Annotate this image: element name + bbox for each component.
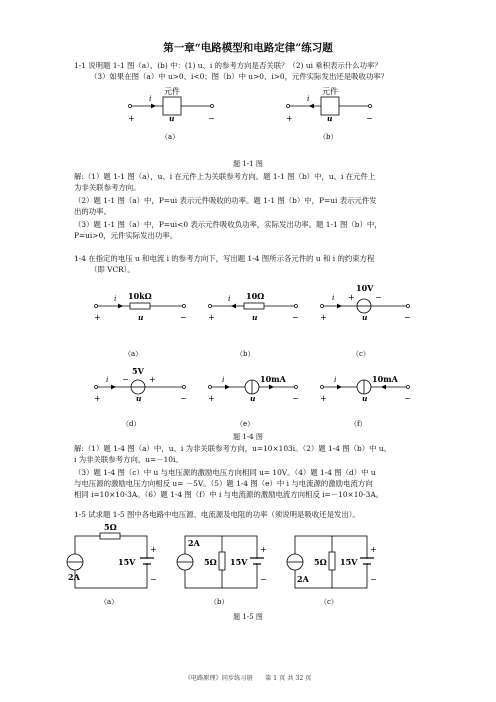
element-label: 元件 — [322, 87, 338, 96]
fig15-a — [60, 522, 180, 612]
voltage-label: u — [250, 394, 256, 403]
sol14-line4: 与电压源的激励电压方向相反 u= －5V。（5）题 1-4 图（e）中 i 与电流源的激励电流方向 — [74, 479, 373, 488]
resistor-label: 5Ω — [104, 522, 117, 532]
resistor-label: 5Ω — [314, 557, 327, 567]
terminal — [295, 386, 298, 389]
fig14-c — [312, 276, 422, 356]
voltage-label: 15V — [340, 557, 358, 567]
minus-sign: − — [404, 394, 411, 403]
plus-sign: + — [128, 114, 135, 123]
voltage-label: u — [362, 394, 368, 403]
voltage-label: u — [327, 114, 333, 123]
current-label: i — [222, 375, 225, 384]
q14-line1: 1-4 在指定的电压 u 和电流 i 的参考方向下，写出题 1-4 图所示各元件的 u 和 i 的约束方程 — [74, 254, 375, 263]
fig14-d — [86, 362, 196, 442]
current-arrow — [225, 385, 230, 390]
plus-sign: + — [286, 114, 293, 123]
source-label: 2A — [297, 574, 309, 584]
sol14-line5: 相同 i=10×10-3A。（6）题 1-4 图（f）中 i 与电流源的激励电流方向相反 i=－10×10-3A。 — [74, 490, 384, 499]
element-box — [321, 97, 339, 115]
resistor-label: 10Ω — [246, 291, 265, 301]
q11-line1: 1-1 说明题 1-1 图（a）、(b) 中：(1) u、i 的参考方向是否关联？（2) ui 乘积表示什么功率？ — [74, 61, 382, 70]
source-label: 5V — [132, 366, 144, 376]
minus-sign: − — [260, 575, 267, 584]
terminal — [95, 305, 98, 308]
caption-f: （f） — [350, 420, 367, 428]
sol14-line2: i 为非关联参考方向，u=－10i。 — [74, 455, 183, 464]
resistor-label: 10kΩ — [128, 291, 152, 301]
plus-sign: + — [208, 313, 215, 322]
q14-line2: （即 VCR）。 — [90, 265, 135, 274]
terminal — [407, 305, 410, 308]
source-arrow — [269, 385, 274, 390]
fig15-b — [170, 522, 290, 612]
fig14-f — [312, 362, 422, 442]
source-label: 10mA — [260, 374, 286, 384]
page-title: 第一章“电路模型和电路定律”练习题 — [163, 42, 333, 54]
source-label: 2A — [68, 572, 80, 582]
terminal — [369, 105, 372, 108]
current-label: i — [334, 375, 337, 384]
caption-e: （e） — [236, 420, 255, 428]
fig11-caption: 题 1-1 图 — [233, 160, 263, 168]
sol11-line4: 出的功率。 — [74, 207, 111, 216]
terminal — [95, 386, 98, 389]
minus-sign: − — [366, 114, 373, 123]
voltage-label: u — [362, 313, 368, 322]
terminal — [407, 386, 410, 389]
terminal — [287, 105, 290, 108]
current-arrow — [309, 104, 314, 109]
fig14-e — [200, 362, 310, 442]
q11-line2: （3）如果在图（a）中 u>0、i<0；图（b）中 u>0、i>0，元件实际发出还是吸收功率？ — [90, 72, 389, 81]
source-plus: + — [149, 375, 156, 384]
caption-a: （a） — [161, 133, 180, 141]
voltage-label: u — [138, 313, 144, 322]
caption-b: （b） — [210, 598, 229, 606]
current-arrow — [337, 304, 342, 309]
minus-sign: − — [292, 313, 299, 322]
sol14-line3: （3）题 1-4 图（c）中 u 与电压源的激励电压方向相同 u= 10V。（4）题 1-4 图（d）中 u — [74, 468, 376, 477]
terminal — [211, 105, 214, 108]
caption-d: （d） — [122, 420, 141, 428]
terminal — [209, 305, 212, 308]
fig15-caption: 题 1-5 图 — [233, 613, 263, 621]
element-label: 元件 — [164, 87, 180, 96]
minus-sign: − — [180, 313, 187, 322]
sol11-line5: （3）题 1-1 图（a）中，P=ui<0 表示元件吸收负功率，实际发出功率。题 1-1 图（b）中， — [74, 220, 382, 229]
source-arrow — [381, 385, 386, 390]
plus-sign: + — [320, 394, 327, 403]
voltage-label: u — [136, 394, 142, 403]
resistor — [244, 303, 264, 309]
source-plus: + — [348, 293, 355, 302]
fig11-a — [120, 83, 220, 153]
caption-b: （b） — [319, 133, 338, 141]
resistor-label: 5Ω — [204, 557, 217, 567]
minus-sign: − — [150, 575, 157, 584]
resistor — [130, 303, 150, 309]
minus-sign: − — [370, 575, 377, 584]
current-arrow — [337, 385, 342, 390]
voltage-label: u — [252, 313, 258, 322]
resistor — [329, 552, 335, 570]
terminal — [321, 305, 324, 308]
caption-a: （a） — [100, 598, 119, 606]
minus-sign: − — [404, 313, 411, 322]
plus-sign: + — [94, 313, 101, 322]
minus-sign: − — [180, 394, 187, 403]
sol11-line2: 为非关联参考方向。 — [74, 183, 141, 192]
current-arrow — [231, 304, 236, 309]
plus-sign: + — [208, 394, 215, 403]
plus-sign: + — [94, 394, 101, 403]
fig14-caption: 题 1-4 图 — [233, 433, 263, 441]
caption-c: （c） — [352, 350, 370, 358]
fig14-a — [86, 276, 196, 356]
terminal — [295, 305, 298, 308]
current-arrow — [111, 385, 116, 390]
plus-sign: + — [320, 313, 327, 322]
q15-line1: 1-5 试求题 1-5 图中各电路中电压源、电流源及电阻的功率（须说明是吸收还是发出）。 — [74, 510, 360, 519]
terminal — [209, 386, 212, 389]
current-arrow — [118, 304, 123, 309]
plus-sign: + — [150, 545, 157, 554]
voltage-label: u — [169, 114, 175, 123]
fig14-b — [200, 276, 310, 356]
minus-sign: − — [208, 114, 215, 123]
resistor — [219, 552, 225, 570]
minus-sign: − — [292, 394, 299, 403]
current-label: i — [228, 294, 231, 303]
page-footer: 《电路原理》同步练习册 第 1 页 共 32 页 — [184, 675, 312, 682]
caption-a: （a） — [124, 350, 143, 358]
caption-c: （c） — [320, 598, 338, 606]
current-label: i — [149, 94, 152, 103]
element-box — [163, 97, 181, 115]
resistor — [100, 533, 120, 539]
source-label: 10mA — [372, 374, 398, 384]
fig15-c — [280, 522, 400, 612]
voltage-label: 15V — [230, 557, 248, 567]
source-minus: − — [375, 293, 382, 302]
sol14-line1: 解:（1）题 1-4 图（a）中，u、i 为非关联参考方向，u=10×103i。（2）题 1-4 图（b）中 u、 — [74, 444, 392, 453]
plus-sign: + — [260, 545, 267, 554]
current-label: i — [307, 94, 310, 103]
sol11-line3: （2）题 1-1 图（a）中，P=ui 表示元件吸收的功率。题 1-1 图（b）中，P=ui 表示元件发 — [74, 196, 377, 205]
current-label: i — [332, 293, 335, 302]
terminal — [183, 305, 186, 308]
sol11-line6: P=ui>0，元件实际发出功率。 — [74, 231, 178, 240]
plus-sign: + — [370, 545, 377, 554]
current-arrow — [151, 104, 156, 109]
terminal — [321, 386, 324, 389]
source-label: 2A — [188, 538, 200, 548]
terminal — [183, 386, 186, 389]
source-label: 10V — [356, 283, 374, 293]
current-label: i — [114, 294, 117, 303]
voltage-label: 15V — [118, 557, 136, 567]
sol11-line1: 解:（1）题 1-1 图（a），u、i 在元件上为关联参考方向。题 1-1 图（b）中，u、i 在元件上 — [74, 172, 376, 181]
fig11-b — [278, 83, 378, 153]
source-minus: − — [122, 375, 129, 384]
current-label: i — [106, 375, 109, 384]
caption-b: （b） — [236, 350, 255, 358]
terminal — [129, 105, 132, 108]
